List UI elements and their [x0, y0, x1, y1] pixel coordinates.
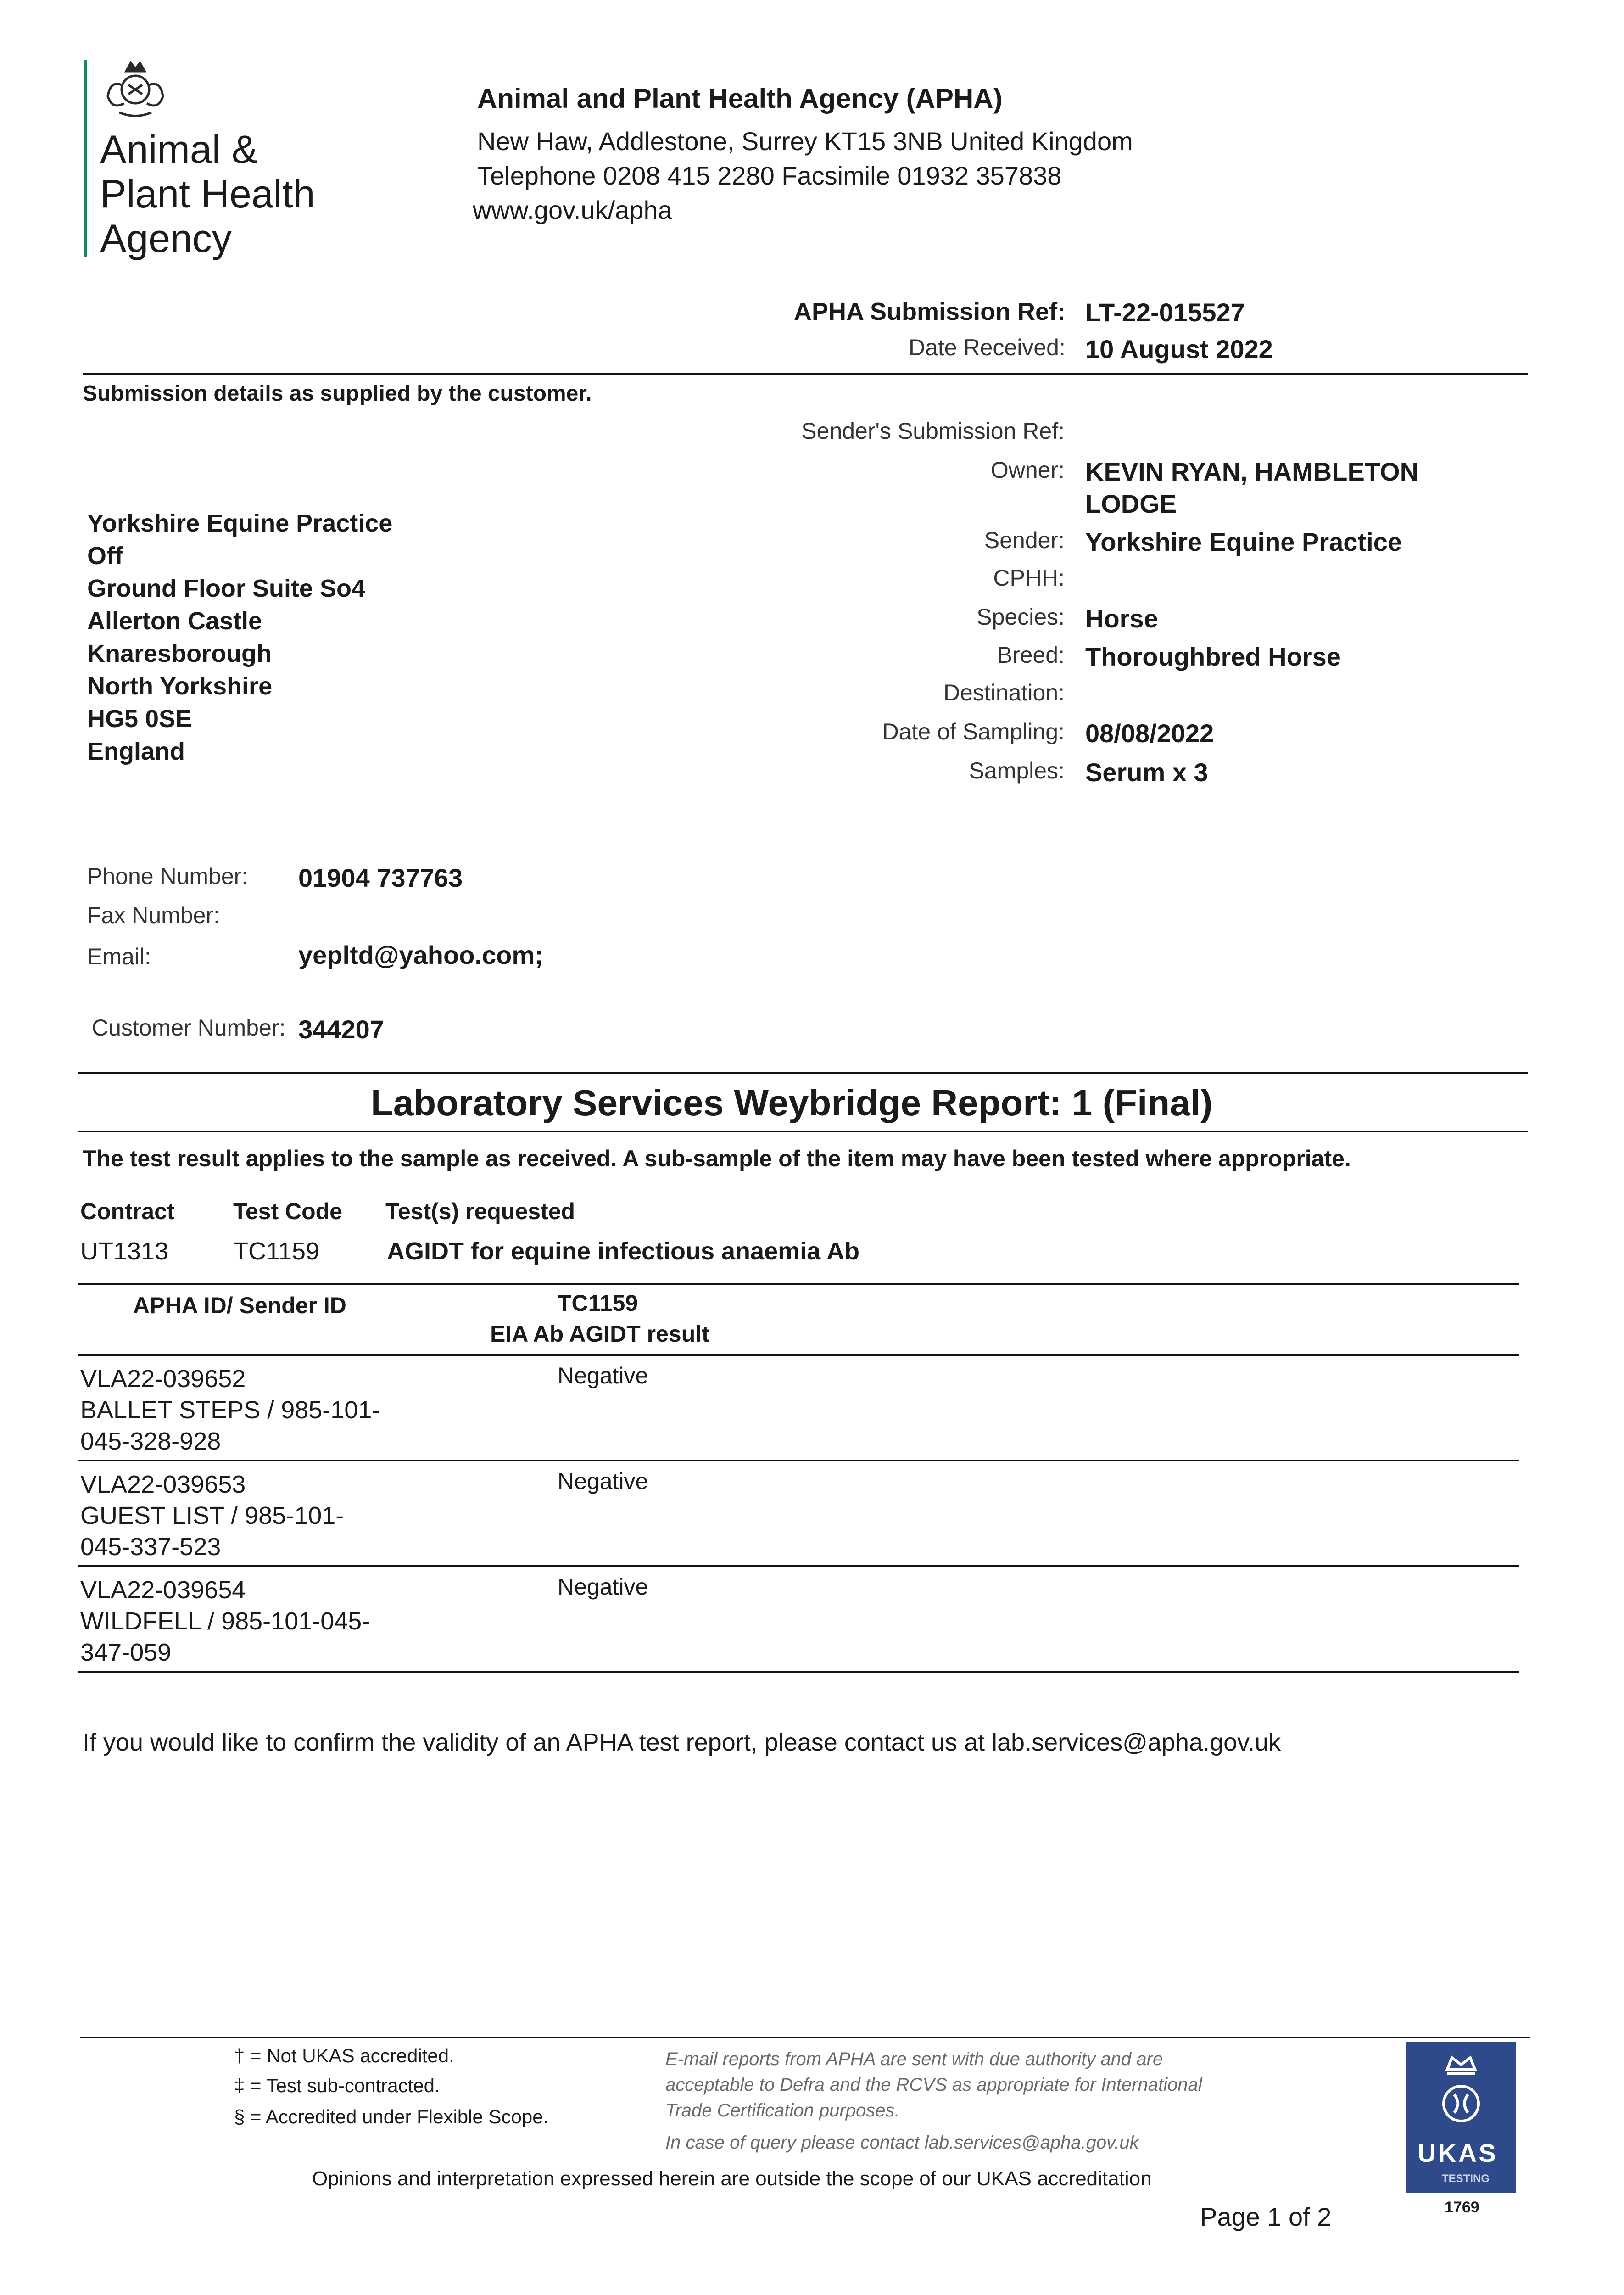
- table-bottom-rule: [78, 1671, 1519, 1673]
- address-line: England: [87, 738, 185, 765]
- ukas-number: 1769: [1445, 2199, 1479, 2216]
- legend-flexible-scope: § = Accredited under Flexible Scope.: [234, 2106, 549, 2127]
- fax-label: Fax Number:: [87, 902, 220, 928]
- table-row: [80, 1574, 429, 1668]
- org-address: New Haw, Addlestone, Surrey KT15 3NB United Kingdom: [477, 127, 1133, 156]
- address-line: Knaresborough: [87, 640, 272, 667]
- sample-name-cont: 045-337-523: [80, 1533, 221, 1561]
- sample-name: WILDFELL / 985-101-045-: [80, 1607, 370, 1635]
- phone-label: Phone Number:: [87, 863, 248, 889]
- ukas-sub-label: TESTING: [1442, 2172, 1490, 2185]
- sender-value: Yorkshire Equine Practice: [1085, 527, 1402, 556]
- sample-result: Negative: [558, 1363, 648, 1388]
- report-title: Laboratory Services Weybridge Report: 1 (Final): [371, 1082, 1213, 1123]
- table-header-rule: [78, 1354, 1519, 1356]
- address-line: Yorkshire Equine Practice: [87, 509, 393, 537]
- org-website: www.gov.uk/apha: [473, 196, 672, 224]
- disclaimer-line: Trade Certification purposes.: [665, 2100, 900, 2121]
- divider: [78, 1131, 1528, 1132]
- senders-ref-label: Sender's Submission Ref:: [801, 418, 1065, 444]
- table-header-code: TC1159: [558, 1290, 638, 1316]
- report-note: The test result applies to the sample as received. A sub-sample of the item may have been tested where appropriate.: [83, 1146, 1351, 1171]
- query-contact-line: In case of query please contact lab.services@apha.gov.uk: [665, 2133, 1139, 2153]
- royal-crest-icon: [99, 57, 172, 122]
- table-row: [80, 1469, 429, 1562]
- org-phone-fax: Telephone 0208 415 2280 Facsimile 01932 357838: [477, 161, 1062, 190]
- sample-id: VLA22-039654: [80, 1576, 246, 1604]
- date-received-label: Date Received:: [909, 335, 1066, 360]
- address-line: Allerton Castle: [87, 607, 262, 635]
- legend-not-accredited: † = Not UKAS accredited.: [234, 2045, 454, 2066]
- sender-label: Sender:: [984, 527, 1065, 553]
- tests-requested-header: Test(s) requested: [385, 1198, 575, 1224]
- breed-value: Thoroughbred Horse: [1085, 642, 1341, 671]
- email-disclaimer: [665, 2046, 1202, 2123]
- email-value: yepltd@yahoo.com;: [298, 940, 543, 969]
- samples-value: Serum x 3: [1085, 758, 1208, 787]
- customer-number-label: Customer Number:: [92, 1015, 286, 1041]
- contract-header: Contract: [80, 1198, 175, 1224]
- cphh-label: CPHH:: [993, 565, 1065, 591]
- address-line: HG5 0SE: [87, 705, 192, 733]
- ukas-crown-icon: [1434, 2051, 1489, 2131]
- address-line: Off: [87, 542, 123, 570]
- test-code-value: TC1159: [233, 1237, 320, 1265]
- owner-value: KEVIN RYAN, HAMBLETON: [1085, 457, 1419, 486]
- tests-requested-value: AGIDT for equine infectious anaemia Ab: [387, 1237, 860, 1265]
- sample-name-cont: 045-328-928: [80, 1427, 221, 1455]
- sample-name: BALLET STEPS / 985-101-: [80, 1396, 380, 1424]
- ukas-label: UKAS: [1418, 2138, 1498, 2167]
- logo-text-line-1: Animal &: [100, 128, 258, 172]
- disclaimer-line: E-mail reports from APHA are sent with due authority and are: [665, 2049, 1163, 2069]
- submission-ref-label: APHA Submission Ref:: [794, 298, 1066, 325]
- sample-result: Negative: [558, 1574, 648, 1600]
- test-code-header: Test Code: [233, 1198, 342, 1224]
- logo-text-line-2: Plant Health: [100, 172, 315, 216]
- sampling-date-value: 08/08/2022: [1085, 719, 1214, 748]
- address-line: North Yorkshire: [87, 672, 273, 700]
- divider: [83, 373, 1528, 375]
- destination-label: Destination:: [943, 680, 1065, 705]
- divider: [80, 2037, 1530, 2038]
- breed-label: Breed:: [997, 642, 1065, 668]
- submission-ref-value: LT-22-015527: [1085, 298, 1245, 327]
- customer-number-value: 344207: [298, 1015, 384, 1044]
- sampling-date-label: Date of Sampling:: [882, 719, 1065, 744]
- ukas-badge: [1406, 2042, 1516, 2193]
- sample-id: VLA22-039652: [80, 1365, 246, 1393]
- disclaimer-line: acceptable to Defra and the RCVS as appropriate for International: [665, 2075, 1202, 2095]
- logo-text-line-3: Agency: [100, 217, 232, 261]
- opinion-note: Opinions and interpretation expressed herein are outside the scope of our UKAS accreditation: [312, 2167, 1152, 2190]
- validity-note: If you would like to confirm the validity of an APHA test report, please contact us at lab.services@apha.gov.uk: [83, 1729, 1281, 1756]
- page-number: Page 1 of 2: [1200, 2202, 1332, 2231]
- samples-label: Samples:: [969, 758, 1065, 784]
- table-row-rule: [78, 1565, 1519, 1567]
- details-note: Submission details as supplied by the customer.: [83, 381, 592, 406]
- table-header-result: EIA Ab AGIDT result: [490, 1321, 709, 1347]
- divider: [78, 1072, 1528, 1074]
- owner-label: Owner:: [990, 457, 1065, 483]
- species-label: Species:: [977, 604, 1065, 630]
- table-row: [80, 1363, 429, 1457]
- table-row-rule: [78, 1460, 1519, 1461]
- address-line: Ground Floor Suite So4: [87, 575, 365, 602]
- owner-value-cont: LODGE: [1085, 489, 1177, 518]
- table-top-rule: [78, 1283, 1519, 1285]
- sample-result: Negative: [558, 1468, 648, 1494]
- email-label: Email:: [87, 944, 151, 969]
- phone-value: 01904 737763: [298, 863, 463, 892]
- org-name: Animal and Plant Health Agency (APHA): [477, 83, 1003, 114]
- table-header-id: APHA ID/ Sender ID: [133, 1293, 346, 1318]
- contract-value: UT1313: [80, 1237, 169, 1265]
- logo-accent-bar: [84, 60, 87, 257]
- sample-name: GUEST LIST / 985-101-: [80, 1502, 344, 1529]
- species-value: Horse: [1085, 604, 1158, 633]
- sample-name-cont: 347-059: [80, 1639, 172, 1666]
- customer-address: [87, 507, 392, 768]
- sample-id: VLA22-039653: [80, 1471, 246, 1498]
- legend-subcontracted: ‡ = Test sub-contracted.: [234, 2075, 440, 2096]
- date-received-value: 10 August 2022: [1085, 335, 1273, 364]
